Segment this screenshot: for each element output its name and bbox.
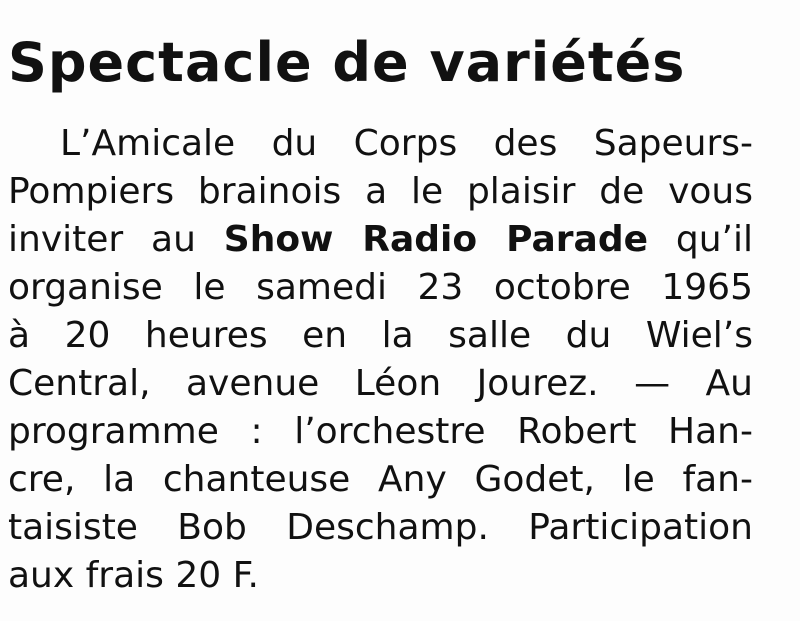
article-line-8: cre, la chanteuse Any Godet, le fan- bbox=[8, 459, 753, 500]
article-line-2: Pompiers brainois a le plaisir de vous bbox=[8, 171, 753, 212]
article-line-9: taisiste Bob Deschamp. Participation bbox=[8, 507, 753, 548]
line-3-end: qu’il bbox=[648, 219, 754, 260]
article-line-1: L’Amicale du Corps des Sapeurs- bbox=[60, 123, 753, 164]
article-title: Spectacle de variétés bbox=[8, 31, 686, 94]
article-line-3 bbox=[8, 216, 753, 264]
article-line-10: aux frais 20 F. bbox=[8, 555, 259, 596]
article-line-6: Central, avenue Léon Jourez. — Au bbox=[8, 363, 753, 404]
article-line-5: à 20 heures en la salle du Wiel’s bbox=[8, 315, 753, 356]
article-line-7: programme : l’orchestre Robert Han- bbox=[8, 411, 753, 452]
article-body bbox=[8, 120, 798, 600]
show-name: Show Radio Parade bbox=[223, 219, 649, 260]
line-3-start: inviter au bbox=[8, 219, 224, 260]
article-line-4: organise le samedi 23 octobre 1965 bbox=[8, 267, 753, 308]
